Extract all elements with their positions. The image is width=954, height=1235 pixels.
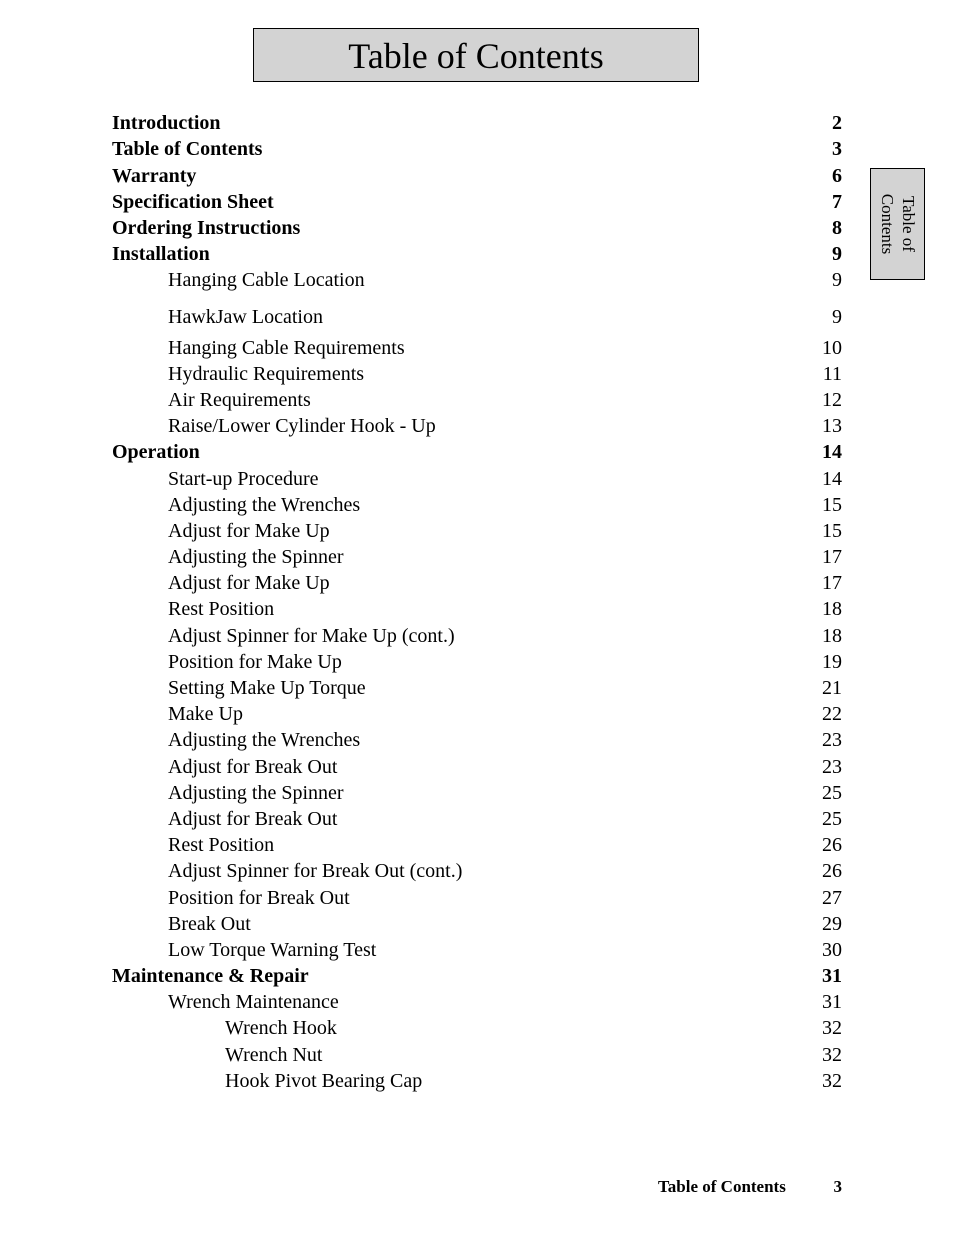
toc-entry bbox=[112, 702, 842, 726]
section-tab bbox=[870, 168, 925, 280]
toc-entry bbox=[112, 597, 842, 621]
toc-entry-title: Break Out bbox=[168, 913, 251, 935]
toc-entry-title: Start-up Procedure bbox=[168, 468, 319, 490]
toc-entry bbox=[112, 1016, 842, 1040]
toc-entry-title: Wrench Hook bbox=[225, 1017, 337, 1039]
section-tab-text bbox=[877, 168, 919, 280]
toc-entry bbox=[112, 624, 842, 648]
footer-page-number: 3 bbox=[833, 1177, 842, 1196]
toc-entry-page: 9 bbox=[832, 243, 842, 265]
toc-entry bbox=[112, 755, 842, 779]
toc-entry-page: 7 bbox=[832, 191, 842, 213]
footer-title: Table of Contents bbox=[658, 1177, 786, 1196]
toc-entry-title: Adjusting the Spinner bbox=[168, 782, 344, 804]
toc-entry-title: Hanging Cable Location bbox=[168, 269, 365, 291]
toc-entry-page: 25 bbox=[822, 808, 842, 830]
toc-entry-page: 31 bbox=[822, 991, 842, 1013]
toc-entry-title: Adjust for Break Out bbox=[168, 808, 338, 830]
toc-entry bbox=[112, 781, 842, 805]
toc-entry bbox=[112, 305, 842, 329]
toc-entry bbox=[112, 388, 842, 412]
toc-entry-page: 2 bbox=[832, 112, 842, 134]
toc-entry bbox=[112, 728, 842, 752]
toc-entry-page: 29 bbox=[822, 913, 842, 935]
toc-entry-title: Operation bbox=[112, 441, 200, 463]
toc-entry-page: 14 bbox=[822, 468, 842, 490]
toc-entry-title: Air Requirements bbox=[168, 389, 311, 411]
toc-entry bbox=[112, 571, 842, 595]
toc-entry bbox=[112, 545, 842, 569]
toc-entry-page: 15 bbox=[822, 494, 842, 516]
toc-entry-title: Setting Make Up Torque bbox=[168, 677, 366, 699]
toc-entry-title: Hook Pivot Bearing Cap bbox=[225, 1070, 423, 1092]
toc-entry-page: 18 bbox=[822, 625, 842, 647]
toc-entry-page: 12 bbox=[822, 389, 842, 411]
toc-entry-page: 14 bbox=[822, 441, 842, 463]
toc-entry bbox=[112, 938, 842, 962]
toc-entry-page: 30 bbox=[822, 939, 842, 961]
toc-entry bbox=[112, 964, 842, 988]
toc-entry-page: 23 bbox=[822, 729, 842, 751]
toc-entry bbox=[112, 676, 842, 700]
toc-entry-page: 10 bbox=[822, 337, 842, 359]
toc-entry-page: 13 bbox=[822, 415, 842, 437]
toc-entry-title: Adjusting the Wrenches bbox=[168, 494, 361, 516]
toc-entry-title: Low Torque Warning Test bbox=[168, 939, 377, 961]
toc-entry bbox=[112, 164, 842, 188]
toc-entry-page: 32 bbox=[822, 1044, 842, 1066]
toc-entry bbox=[112, 467, 842, 491]
toc-entry-title: Adjusting the Spinner bbox=[168, 546, 344, 568]
toc-entry bbox=[112, 519, 842, 543]
toc-entry-page: 9 bbox=[832, 269, 842, 291]
toc-entry-title: Ordering Instructions bbox=[112, 217, 301, 239]
toc-entry bbox=[112, 137, 842, 161]
toc-entry bbox=[112, 833, 842, 857]
toc-entry-page: 21 bbox=[822, 677, 842, 699]
toc-entry bbox=[112, 242, 842, 266]
toc-entry-page: 15 bbox=[822, 520, 842, 542]
toc-entry-title: Specification Sheet bbox=[112, 191, 274, 213]
toc-entry-page: 18 bbox=[822, 598, 842, 620]
toc-entry bbox=[112, 859, 842, 883]
toc-entry bbox=[112, 440, 842, 464]
toc-entry-page: 23 bbox=[822, 756, 842, 778]
toc-entry-title: Warranty bbox=[112, 165, 197, 187]
toc-entry-title: Rest Position bbox=[168, 598, 275, 620]
toc-entry-title: Adjust for Break Out bbox=[168, 756, 338, 778]
toc-entry-title: Position for Make Up bbox=[168, 651, 342, 673]
toc-entry bbox=[112, 414, 842, 438]
toc-entry bbox=[112, 1043, 842, 1067]
page-title: Table of Contents bbox=[348, 36, 604, 76]
toc-entry bbox=[112, 912, 842, 936]
toc-entry-page: 17 bbox=[822, 546, 842, 568]
toc-entry bbox=[112, 190, 842, 214]
section-tab-line-2: Contents bbox=[877, 193, 897, 255]
toc-entry bbox=[112, 336, 842, 360]
toc-entry-title: Adjusting the Wrenches bbox=[168, 729, 361, 751]
toc-entry bbox=[112, 362, 842, 386]
toc-entry-page: 26 bbox=[822, 860, 842, 882]
toc-entry bbox=[112, 216, 842, 240]
section-tab-line-1: Table of bbox=[898, 196, 918, 252]
toc-entry bbox=[112, 990, 842, 1014]
toc-entry bbox=[112, 807, 842, 831]
toc-entry-page: 27 bbox=[822, 887, 842, 909]
toc-entry-title: Table of Contents bbox=[112, 138, 263, 160]
toc-entry-title: Hanging Cable Requirements bbox=[168, 337, 405, 359]
toc-entry-title: Raise/Lower Cylinder Hook - Up bbox=[168, 415, 436, 437]
toc-entry-page: 19 bbox=[822, 651, 842, 673]
toc-entry-title: Adjust for Make Up bbox=[168, 572, 330, 594]
toc-entry-title: Wrench Maintenance bbox=[168, 991, 339, 1013]
toc-entry-page: 6 bbox=[832, 165, 842, 187]
toc-entry-title: Introduction bbox=[112, 112, 221, 134]
toc-entry-title: HawkJaw Location bbox=[168, 306, 323, 328]
toc-entry-title: Make Up bbox=[168, 703, 243, 725]
toc-entry-title: Installation bbox=[112, 243, 210, 265]
toc-entry-title: Adjust for Make Up bbox=[168, 520, 330, 542]
toc-entry bbox=[112, 886, 842, 910]
toc-entry-page: 32 bbox=[822, 1017, 842, 1039]
toc-entry-page: 32 bbox=[822, 1070, 842, 1092]
toc-entry bbox=[112, 493, 842, 517]
toc-entry-title: Adjust Spinner for Break Out (cont.) bbox=[168, 860, 463, 882]
toc-entry-page: 31 bbox=[822, 965, 842, 987]
toc-entry-title: Rest Position bbox=[168, 834, 275, 856]
toc-entry-page: 26 bbox=[822, 834, 842, 856]
toc-entry-page: 9 bbox=[832, 306, 842, 328]
toc-entry-title: Position for Break Out bbox=[168, 887, 350, 909]
toc-entry-title: Maintenance & Repair bbox=[112, 965, 309, 987]
toc-entry-title: Wrench Nut bbox=[225, 1044, 323, 1066]
toc-entry bbox=[112, 650, 842, 674]
toc-entry-page: 11 bbox=[822, 363, 842, 385]
toc-entry-title: Adjust Spinner for Make Up (cont.) bbox=[168, 625, 455, 647]
toc-entry bbox=[112, 111, 842, 135]
toc-entry bbox=[112, 268, 842, 292]
toc-entry-page: 25 bbox=[822, 782, 842, 804]
toc-entry-page: 3 bbox=[832, 138, 842, 160]
toc-entry bbox=[112, 1069, 842, 1093]
toc-entry-page: 17 bbox=[822, 572, 842, 594]
toc-entry-page: 22 bbox=[822, 703, 842, 725]
toc-entry-page: 8 bbox=[832, 217, 842, 239]
toc-entry-title: Hydraulic Requirements bbox=[168, 363, 365, 385]
